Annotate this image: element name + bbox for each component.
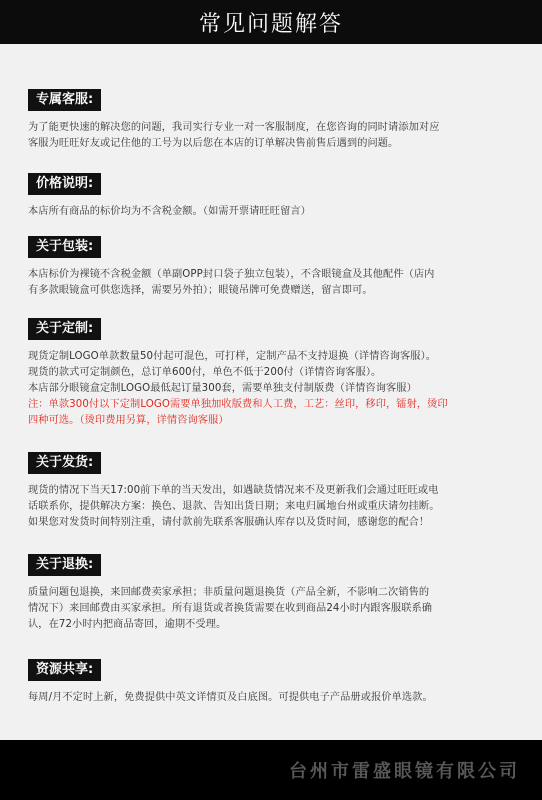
body-line: 为了能更快速的解决您的问题，我司实行专业一对一客服制度，在您咨询的同时请添加对应 bbox=[28, 122, 440, 133]
section-label: 专属客服: bbox=[28, 89, 101, 111]
body-line: 每周/月不定时上新，免费提供中英文详情页及白底图。可提供电子产品册或报价单选款。 bbox=[28, 692, 433, 703]
body-line: 本店标价为裸镜不含税金额（单副OPP封口袋子独立包装），不含眼镜盒及其他配件（店内 bbox=[28, 269, 435, 280]
section-customization bbox=[28, 317, 528, 429]
page-title bbox=[0, 0, 542, 44]
body-line: 本店部分眼镜盒定制LOGO最低起订量300套，需要单独支付制版费（详情咨询客服） bbox=[28, 383, 417, 394]
page-title-text: 常见问题解答 bbox=[198, 11, 343, 37]
section-label: 关于定制: bbox=[28, 318, 101, 340]
section-label: 资源共享: bbox=[28, 659, 101, 681]
body-line: 如果您对发货时间特别注重，请付款前先联系客服确认库存以及货时间，感谢您的配合！ bbox=[28, 517, 430, 528]
section-exclusive-service bbox=[28, 88, 528, 152]
section-label: 价格说明: bbox=[28, 173, 101, 195]
body-line: 客服为旺旺好友或记住他的工号为以后您在本店的订单解决售前售后遇到的问题。 bbox=[28, 138, 399, 149]
section-body bbox=[28, 349, 528, 429]
section-resources bbox=[28, 658, 528, 706]
section-returns bbox=[28, 553, 528, 633]
body-line: 有多款眼镜盒可供您选择，需要另外拍）；眼镜吊牌可免费赠送，留言即可。 bbox=[28, 285, 373, 296]
section-label: 关于发货: bbox=[28, 452, 101, 474]
section-label: 关于包装: bbox=[28, 236, 101, 258]
section-body bbox=[28, 267, 528, 299]
company-name: 台州市雷盛眼镜有限公司 bbox=[289, 761, 520, 782]
section-body bbox=[28, 204, 528, 220]
notice-line: 四种可选。（烫印费用另算，详情咨询客服） bbox=[28, 415, 229, 426]
body-line: 现货的情况下当天17:00前下单的当天发出，如遇缺货情况来不及更新我们会通过旺旺或电 bbox=[28, 485, 439, 496]
body-line: 情况下）来回邮费由买家承担。所有退货或者换货需要在收到商品24小时内跟客服联系确 bbox=[28, 603, 433, 614]
section-shipping bbox=[28, 451, 528, 531]
section-body bbox=[28, 483, 528, 531]
section-label: 关于退换: bbox=[28, 554, 101, 576]
body-line: 本店所有商品的标价均为不含税金额。（如需开票请旺旺留言） bbox=[28, 206, 311, 217]
footer-bar bbox=[0, 740, 542, 800]
body-line: 现货定制LOGO单款数量50付起可混色，可打样，定制产品不支持退换（详情咨询客服）。 bbox=[28, 351, 437, 362]
body-line: 话联系你，提供解决方案：换色、退款、告知出货日期；来电归属地台州或重庆请勿挂断。 bbox=[28, 501, 440, 512]
body-line: 质量问题包退换，来回邮费卖家承担；非质量问题退换货（产品全新，不影响二次销售的 bbox=[28, 587, 430, 598]
notice-line: 注：单款300付以下定制LOGO需要单独加收版费和人工费，工艺：丝印，移印，镭射，烫印 bbox=[28, 399, 448, 410]
section-packaging bbox=[28, 235, 528, 299]
section-body bbox=[28, 120, 528, 152]
body-line: 现货的款式可定制颜色，总订单600付，单色不低于200付（详情咨询客服）。 bbox=[28, 367, 382, 378]
body-line: 认，在72小时内把商品寄回，逾期不受理。 bbox=[28, 619, 227, 630]
section-body bbox=[28, 585, 528, 633]
section-body bbox=[28, 690, 528, 706]
section-price bbox=[28, 172, 528, 220]
